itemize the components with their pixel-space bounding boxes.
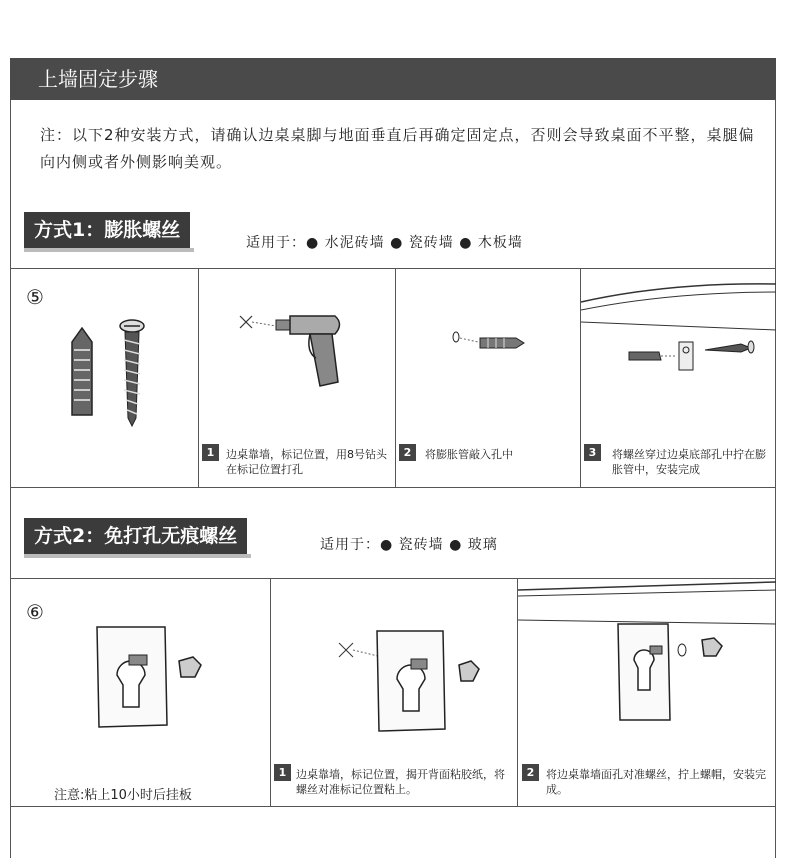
step-caption: 将边桌靠墙面孔对准螺丝，拧上螺帽，安装完成。 [546,768,766,796]
method1-applies: 适用于：● 水泥砖墙 ● 瓷砖墙 ● 木板墙 [246,235,523,251]
anchor-icon [450,330,530,360]
drill-icon [240,312,350,392]
method2-label: 方式2：免打孔无痕螺丝 [24,518,247,554]
bracket-icon [581,280,776,380]
divider [270,578,271,806]
divider [395,268,396,487]
step-caption: 将膨胀管敲入孔中 [425,448,513,461]
method1-index: ⑤ [26,285,44,309]
divider [10,268,776,269]
step-number: 1 [202,444,219,461]
plate-mount-icon [518,580,776,725]
page-title: 上墙固定步骤 [10,58,776,100]
method1-label: 方式1：膨胀螺丝 [24,212,190,248]
method2-applies: 适用于：● 瓷砖墙 ● 玻璃 [320,537,498,553]
step-caption: 边桌靠墙，标记位置，用8号钻头在标记位置打孔 [226,448,387,476]
step-number: 3 [584,444,601,461]
step-number: 2 [399,444,416,461]
step-number: 1 [274,764,291,781]
install-note: 注：以下2种安装方式，请确认边桌桌脚与地面垂直后再确定固定点，否则会导致桌面不平整，桌腿偏向内侧或者外侧影响美观。 [40,126,755,171]
divider [10,578,776,579]
step-caption: 将螺丝穿过边桌底部孔中拧在膨胀管中，安装完成 [612,448,766,476]
divider [198,268,199,487]
divider [10,487,776,488]
bottom-note: 注意:粘上10小时后挂板 [54,788,192,803]
step-caption: 边桌靠墙，标记位置，揭开背面粘胶纸，将螺丝对准标记位置粘上。 [296,768,505,796]
hanger-plate-icon [95,625,215,730]
anchor-screw-icon [60,310,170,430]
method2-index: ⑥ [26,600,44,624]
hanger-plate-icon [335,625,495,735]
step-number: 2 [522,764,539,781]
divider [10,806,776,807]
